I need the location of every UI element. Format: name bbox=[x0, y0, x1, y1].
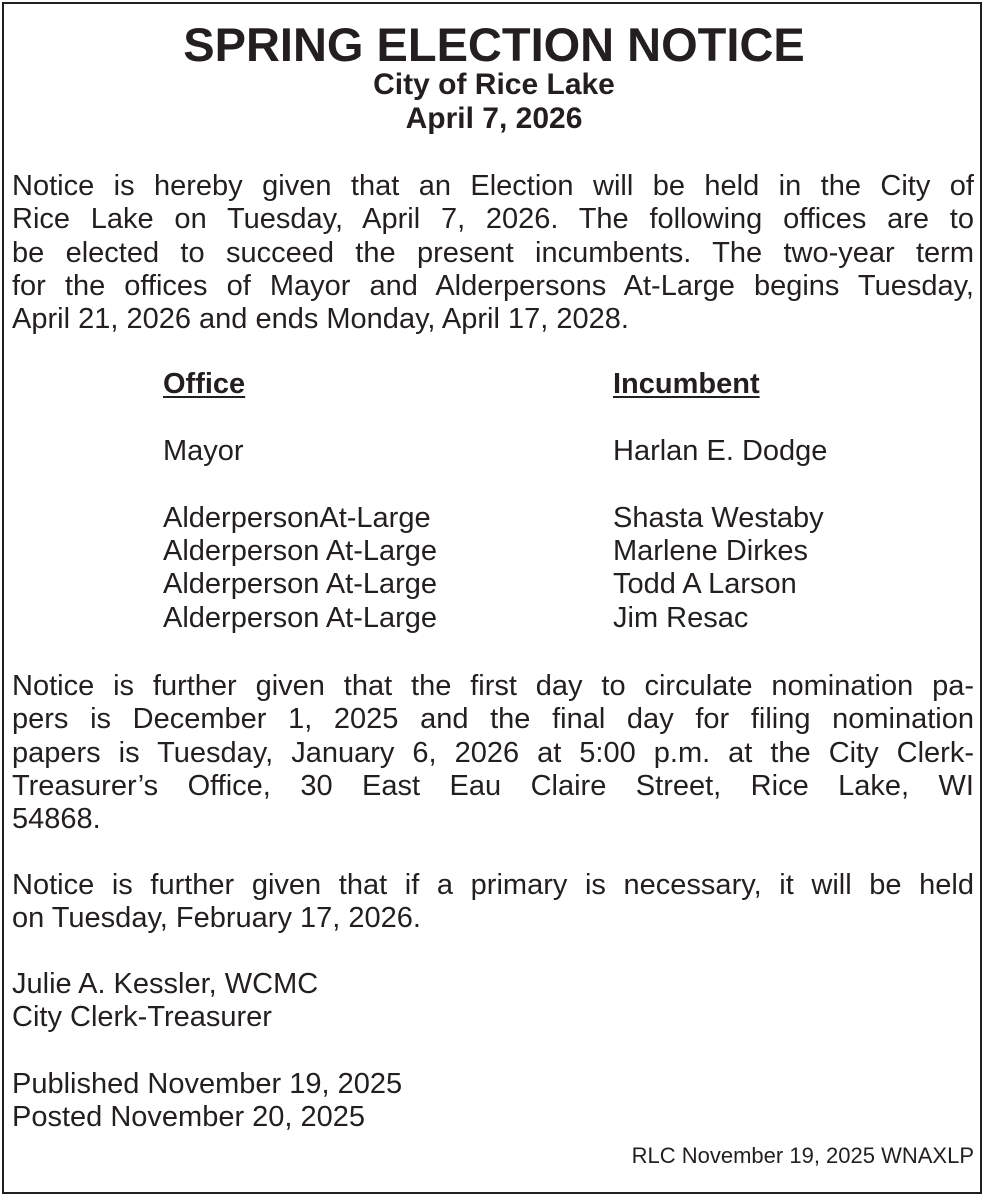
intro-line: Notice is hereby given that an Election will be held in the City of bbox=[12, 170, 974, 202]
intro-line: Rice Lake on Tuesday, April 7, 2026. The following offices are to bbox=[12, 203, 974, 236]
intro-line: April 21, 2026 and ends Monday, April 17, 2028. bbox=[12, 303, 629, 336]
municipality-name: City of Rice Lake bbox=[373, 68, 615, 101]
incumbent-cell: Todd A Larson bbox=[613, 568, 797, 600]
office-cell: Alderperson At-Large bbox=[163, 602, 438, 634]
office-cell: Alderperson At-Large bbox=[163, 568, 438, 600]
intro-paragraph bbox=[12, 170, 974, 336]
incumbent-column-header: Incumbent bbox=[613, 368, 760, 400]
published-date: Published November 19, 2025 bbox=[12, 1068, 403, 1100]
office-cell: AlderpersonAt-Large bbox=[163, 502, 431, 534]
nomination-line: pers is December 1, 2025 and the final day for filing nomination bbox=[12, 703, 974, 736]
signer-title: City Clerk-Treasurer bbox=[12, 1001, 272, 1034]
intro-line: for the offices of Mayor and Alderpersons At-Large begins Tuesday, bbox=[12, 269, 974, 302]
primary-line: Notice is further given that if a primary is necessary, it will be held bbox=[12, 869, 974, 901]
nomination-line: 54868. bbox=[12, 803, 101, 836]
primary-paragraph bbox=[12, 869, 974, 936]
election-date: April 7, 2026 bbox=[405, 102, 583, 135]
incumbent-cell: Marlene Dirkes bbox=[613, 535, 808, 567]
incumbent-cell: Harlan E. Dodge bbox=[613, 435, 828, 467]
office-column-header: Office bbox=[163, 368, 246, 400]
publication-code: RLC November 19, 2025 WNAXLP bbox=[631, 1143, 974, 1168]
publication-block bbox=[12, 1068, 402, 1135]
notice-title: SPRING ELECTION NOTICE bbox=[183, 18, 805, 71]
nomination-line: Treasurer’s Office, 30 East Eau Claire Street, Rice Lake, WI bbox=[12, 769, 974, 802]
nomination-line: papers is Tuesday, January 6, 2026 at 5:00 p.m. at the City Clerk- bbox=[12, 736, 974, 769]
office-cell: Alderperson At-Large bbox=[163, 535, 438, 567]
signer-name: Julie A. Kessler, WCMC bbox=[12, 968, 319, 1000]
incumbent-cell: Shasta Westaby bbox=[613, 502, 824, 534]
intro-line: be elected to succeed the present incumbents. The two-year term bbox=[12, 236, 974, 269]
incumbent-cell: Jim Resac bbox=[613, 602, 749, 634]
office-cell: Mayor bbox=[163, 435, 244, 467]
nomination-line: Notice is further given that the first day to circulate nomination pa- bbox=[12, 670, 974, 702]
nomination-paragraph bbox=[12, 670, 974, 836]
posted-date: Posted November 20, 2025 bbox=[12, 1101, 366, 1134]
primary-line: on Tuesday, February 17, 2026. bbox=[12, 902, 421, 935]
signature-block bbox=[12, 968, 318, 1035]
